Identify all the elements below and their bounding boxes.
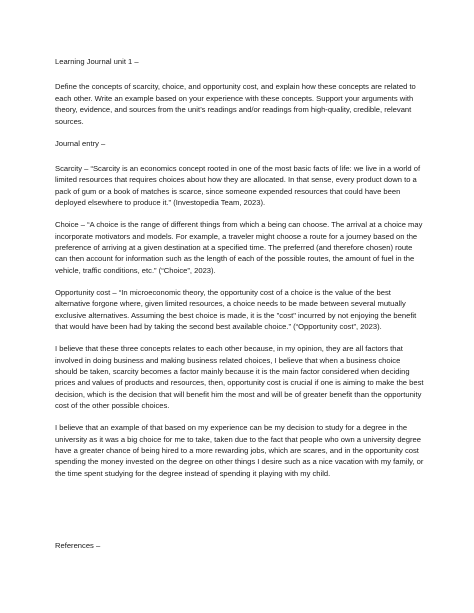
references-heading: References – <box>55 541 101 550</box>
journal-title: Learning Journal unit 1 – <box>55 57 139 66</box>
paragraph-opportunity-cost: Opportunity cost – “In microeconomic theory, the opportunity cost of a choice is the value of the best alternative forgone where, given limited resources, a choice needs to be made between several mutually exclusive alternatives. Assuming the best choice is made, it is the "cost" incurred by not enjoying the benefit that would have been had by taking the second best available choice.” (“Opportunity cost”, 2023). <box>55 287 417 332</box>
paragraph-choice: Choice – “A choice is the range of different things from which a being can choose. The arrival at a choice may incorporate motivators and models. For example, a traveler might choose a route for a journey based on the preference of arriving at a given destination at a specified time. The preferred (and therefore chosen) route can then account for information such as the length of each of the possible routes, the amount of fuel in the vehicle, traffic conditions, etc.” (“Choice”, 2023). <box>55 220 423 275</box>
assignment-prompt: Define the concepts of scarcity, choice, and opportunity cost, and explain how these concepts are related to each other. Write an example based on your experience with these concepts. Support your arguments with theory, evidence, and sources from the unit’s readings and/or readings from high-quality, credible, relevant sources. <box>55 82 416 126</box>
paragraph-relation: I believe that these three concepts relates to each other because, in my opinion, they are all factors that involved in doing business and making business related choices, I believe that when a business choice should be taken, scarcity becomes a factor mainly because it is the main factor considered when deciding prices and values of products and resources, then, opportunity cost is crucial if one is aiming to make the best decision, which is the decision that will benefit him the most and will be of greater benefit than the opportunity cost of the other possible choices. <box>55 344 424 411</box>
paragraph-example: I believe that an example of that based on my experience can be my decision to study for a degree in the university as it was a big choice for me to take, taken due to the fact that people who own a university degree have a greater chance of being hired to a more rewarding jobs, which are scares, and in the opportunity cost spending the money invested on the degree on other things I desire such as a nice vacation with my family, or the time spent studying for the degree instead of spending it playing with my child. <box>55 423 424 478</box>
paragraph-scarcity: Scarcity – “Scarcity is an economics concept rooted in one of the most basic facts of life: we live in a world of limited resources that requires choices about how they are allocated. In that sense, every product down to a pack of gum or a book of matches is scarce, since someone expended resources that could have been deployed elsewhere to produce it.” (Investopedia Team, 2023). <box>55 164 421 208</box>
journal-entry-heading: Journal entry – <box>55 138 106 148</box>
